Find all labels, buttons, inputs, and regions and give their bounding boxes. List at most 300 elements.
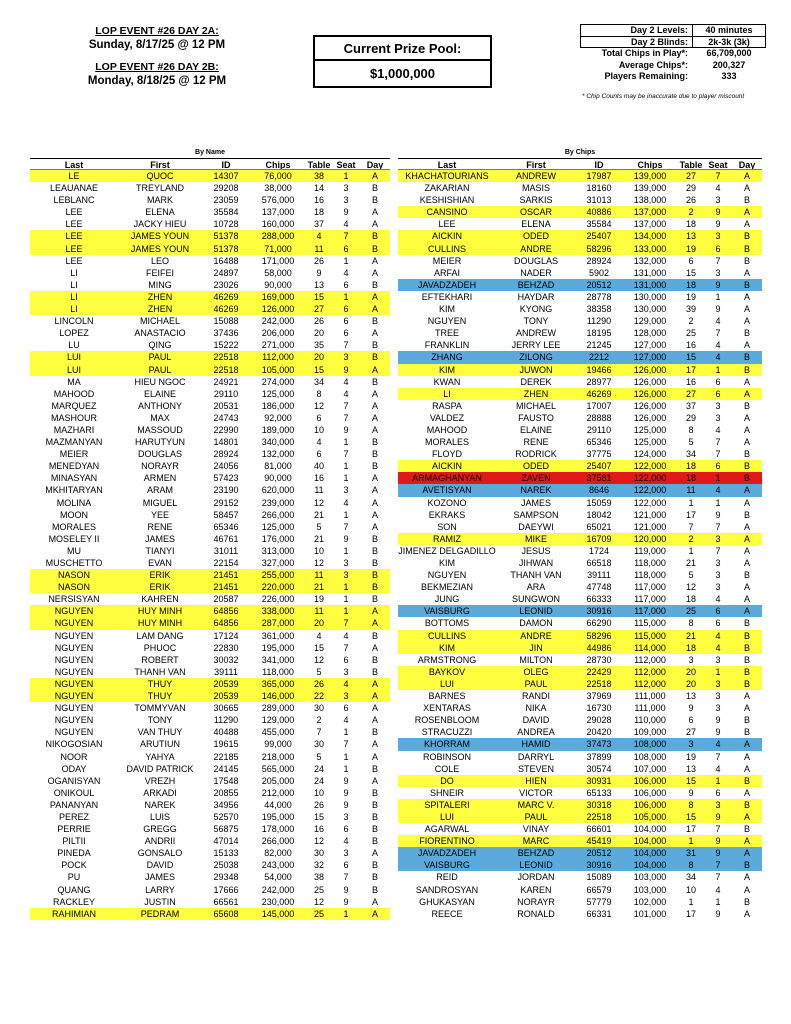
table-row (30, 823, 390, 835)
last-name-cell: FIORENTINO (419, 836, 475, 847)
chip-count-cell: 361,000 (261, 630, 295, 641)
day-cell: A (371, 219, 378, 230)
last-name-cell: BEKMEZIAN (420, 582, 473, 593)
chip-count-cell: 118,000 (262, 666, 294, 677)
player-id-cell: 29110 (586, 424, 612, 435)
first-name-cell: JUSTIN (144, 896, 176, 907)
last-name-cell: CULLINS (427, 630, 466, 641)
table-number-cell: 14 (313, 183, 324, 194)
table-row (398, 630, 762, 642)
last-name-cell: VALDEZ (429, 412, 465, 423)
first-name-cell: ANDREW (516, 328, 556, 339)
day-cell: A (743, 388, 750, 399)
first-name-cell: ZHEN (147, 291, 173, 302)
seat-number-cell: 7 (715, 545, 721, 556)
table-number-cell: 25 (685, 328, 696, 339)
chip-count-cell: 117,000 (634, 582, 666, 593)
day-cell: A (743, 267, 750, 278)
table-number-cell: 11 (314, 243, 324, 254)
player-id-cell: 44986 (586, 642, 612, 653)
player-id-cell: 8646 (588, 485, 610, 496)
day-cell: A (743, 412, 750, 423)
player-id-cell: 37436 (213, 328, 239, 339)
day-cell: B (743, 570, 750, 581)
player-id-cell: 39111 (214, 666, 238, 677)
player-id-cell: 65346 (213, 521, 239, 532)
seat-number-cell: 9 (343, 533, 349, 544)
player-id-cell: 25407 (586, 231, 612, 242)
player-id-cell: 65346 (586, 437, 612, 448)
seat-number-cell: 7 (343, 739, 349, 750)
last-name-cell: KHACHATOURIANS (405, 171, 489, 181)
table-row (30, 617, 390, 629)
seat-number-cell: 6 (715, 606, 721, 617)
event-day-2a (52, 25, 262, 52)
chip-count-cell: 109,000 (633, 727, 667, 738)
player-id-cell: 38358 (586, 304, 612, 315)
chip-count-cell: 255,000 (261, 570, 295, 581)
table-number-cell: 24 (313, 763, 324, 774)
table-number-cell: 37 (685, 400, 696, 411)
table-number-cell: 10 (313, 545, 324, 556)
player-id-cell: 24145 (213, 763, 239, 774)
table-number-cell: 18 (685, 594, 696, 605)
chip-count-cell: 103,000 (633, 872, 667, 883)
player-id-cell: 11290 (213, 715, 239, 726)
first-name-cell: DOUGLAS (513, 255, 558, 266)
first-name-cell: MASSOUD (137, 424, 183, 435)
day-cell: B (371, 594, 378, 605)
table-row (30, 267, 390, 279)
day-cell: A (743, 291, 750, 302)
player-id-cell: 58296 (586, 243, 612, 254)
day-cell: A (371, 751, 378, 762)
table-row (30, 569, 390, 581)
last-name-cell: PEREZ (58, 811, 89, 822)
first-name-cell: MIKE (524, 533, 547, 544)
player-id-cell: 45419 (586, 836, 612, 847)
last-name-cell: LUI (439, 678, 454, 689)
player-id-cell: 52570 (213, 811, 239, 822)
first-name-cell: HIEN (525, 775, 547, 786)
player-id-cell: 28924 (213, 449, 239, 460)
first-name-cell: HAYDAR (517, 291, 555, 302)
chip-count-cell: 108,000 (633, 751, 667, 762)
chip-count-cell: 54,000 (264, 872, 292, 883)
by-name-header (30, 158, 390, 170)
table-row (398, 206, 762, 218)
day-cell: A (743, 340, 750, 351)
table-row (398, 593, 762, 605)
seat-number-cell: 4 (343, 678, 349, 689)
day-cell: A (743, 316, 750, 327)
day-cell: A (743, 424, 750, 435)
last-name-cell: RACKLEY (52, 896, 96, 907)
player-id-cell: 34956 (213, 799, 239, 810)
seat-number-cell: 7 (343, 521, 349, 532)
seat-number-cell: 7 (343, 618, 349, 629)
chip-count-cell: 110,000 (634, 715, 666, 726)
first-name-cell: MING (148, 279, 172, 290)
column-header-seat-number: Seat (708, 160, 728, 169)
last-name-cell: ZHANG (431, 352, 463, 363)
last-name-cell: MA (67, 376, 81, 387)
day-cell: A (743, 606, 750, 617)
first-name-cell: ZAVEN (521, 473, 551, 484)
player-id-cell: 28977 (586, 376, 612, 387)
player-id-cell: 21245 (586, 340, 612, 351)
table-number-cell: 20 (313, 618, 324, 629)
table-number-cell: 13 (685, 691, 696, 702)
seat-number-cell: 4 (715, 424, 721, 435)
day-cell: B (371, 763, 378, 774)
table-row (398, 509, 762, 521)
table-number-cell: 7 (688, 521, 694, 532)
seat-number-cell: 1 (343, 437, 349, 448)
last-name-cell: MAZMANYAN (45, 437, 103, 448)
player-id-cell: 57779 (586, 896, 612, 907)
seat-number-cell: 9 (715, 304, 721, 315)
table-row (398, 170, 762, 182)
last-name-cell: LUI (439, 811, 454, 822)
last-name-cell: NGUYEN (54, 630, 94, 641)
first-name-cell: MIGUEL (142, 497, 178, 508)
first-name-cell: LEONID (519, 606, 553, 617)
table-row (30, 871, 390, 883)
seat-number-cell: 1 (715, 896, 721, 907)
day-cell: B (371, 352, 378, 363)
table-number-cell: 39 (685, 304, 696, 315)
table-number-cell: 34 (313, 376, 324, 387)
table-row (30, 847, 390, 859)
table-number-cell: 9 (688, 787, 694, 798)
seat-number-cell: 6 (343, 304, 349, 315)
stat-value: 66,709,000 (706, 48, 752, 58)
table-number-cell: 11 (686, 485, 696, 496)
player-id-cell: 51378 (213, 243, 239, 254)
chip-count-cell: 125,000 (633, 424, 667, 435)
chip-count-cell: 121,000 (633, 521, 667, 532)
stat-row (580, 48, 766, 60)
day-cell: B (371, 654, 378, 665)
table-row (398, 642, 762, 654)
table-row (398, 460, 762, 472)
table-number-cell: 15 (313, 291, 324, 302)
last-name-cell: REID (436, 872, 458, 883)
last-name-cell: TREE (434, 328, 459, 339)
first-name-cell: OLEG (523, 666, 549, 677)
first-name-cell: ZHEN (523, 388, 549, 399)
table-row (30, 605, 390, 617)
player-id-cell: 22518 (586, 678, 612, 689)
player-id-cell: 21451 (213, 570, 239, 581)
player-id-cell: 20420 (586, 727, 612, 738)
seat-number-cell: 4 (715, 594, 721, 605)
day-cell: A (743, 521, 750, 532)
last-name-cell: RAMIZ (433, 533, 461, 544)
column-header-table-number: Table (679, 160, 703, 169)
first-name-cell: PHUOC (143, 642, 177, 653)
chip-count-cell: 205,000 (261, 775, 295, 786)
table-number-cell: 8 (688, 424, 694, 435)
seat-number-cell: 9 (343, 896, 349, 907)
last-name-cell: NGUYEN (54, 715, 94, 726)
player-id-cell: 1724 (588, 545, 610, 556)
table-number-cell: 24 (313, 775, 324, 786)
last-name-cell: SANDROSYAN (415, 884, 479, 895)
last-name-cell: PILTII (62, 836, 86, 847)
table-row (398, 859, 762, 871)
last-name-cell: NGUYEN (54, 642, 94, 653)
first-name-cell: ANTHONY (137, 400, 182, 411)
seat-number-cell: 7 (715, 824, 721, 835)
first-name-cell: VINAY (522, 824, 550, 835)
table-number-cell: 12 (685, 582, 696, 593)
chip-count-cell: 126,000 (633, 364, 667, 375)
last-name-cell: KHORRAM (423, 739, 470, 750)
first-name-cell: ARUTIUN (140, 739, 180, 750)
day-cell: A (743, 703, 750, 714)
player-id-cell: 65133 (586, 787, 612, 798)
chip-count-cell: 101,000 (633, 908, 667, 919)
table-number-cell: 5 (688, 437, 694, 448)
player-id-cell: 66333 (586, 594, 612, 605)
chip-count-cell: 108,000 (633, 739, 667, 750)
table-row (30, 279, 390, 291)
seat-number-cell: 3 (715, 654, 721, 665)
chip-count-cell: 313,000 (261, 545, 295, 556)
seat-number-cell: 9 (343, 364, 349, 375)
last-name-cell: LI (70, 304, 78, 315)
chip-count-cell: 118,000 (634, 558, 666, 568)
table-row (30, 859, 390, 871)
first-name-cell: JIN (529, 642, 543, 653)
player-id-cell: 14307 (213, 171, 239, 181)
player-id-cell: 17124 (213, 630, 239, 641)
table-row (398, 896, 762, 908)
table-number-cell: 20 (685, 666, 696, 677)
chip-count-cell: 139,000 (633, 171, 667, 181)
table-number-cell: 19 (685, 291, 696, 302)
last-name-cell: KIM (438, 364, 455, 375)
day-cell: A (371, 678, 378, 689)
table-row (30, 218, 390, 230)
chip-count-cell: 130,000 (633, 304, 667, 315)
player-id-cell: 10728 (213, 219, 239, 230)
day-cell: B (743, 896, 750, 907)
seat-number-cell: 1 (343, 171, 349, 181)
table-row (398, 497, 762, 509)
last-name-cell: JAVADZADEH (417, 848, 477, 859)
first-name-cell: DOUGLAS (137, 449, 182, 460)
day-cell: A (371, 521, 378, 532)
table-row (30, 388, 390, 400)
day-cell: B (371, 195, 378, 206)
player-id-cell: 37775 (586, 449, 612, 460)
table-number-cell: 21 (685, 630, 696, 641)
table-number-cell: 27 (685, 171, 696, 181)
seat-number-cell: 4 (715, 352, 721, 363)
last-name-cell: STRACUZZI (421, 727, 473, 738)
first-name-cell: TREYLAND (135, 183, 184, 194)
seat-number-cell: 4 (715, 763, 721, 774)
seat-number-cell: 1 (343, 751, 349, 762)
seat-number-cell: 7 (715, 437, 721, 448)
day-cell: B (743, 195, 750, 206)
player-id-cell: 22518 (213, 352, 239, 363)
event-a-date: Sunday, 8/17/25 @ 12 PM (88, 39, 226, 51)
chip-count-cell: 132,000 (261, 449, 295, 460)
seat-number-cell: 1 (343, 606, 349, 617)
player-id-cell: 64856 (213, 606, 239, 617)
player-id-cell: 65021 (586, 521, 612, 532)
seat-number-cell: 6 (343, 824, 349, 835)
day-cell: A (743, 485, 750, 496)
chip-count-cell: 178,000 (261, 824, 295, 835)
chip-count-cell: 220,000 (261, 582, 295, 593)
first-name-cell: THANH VAN (134, 666, 186, 677)
last-name-cell: MKHITARYAN (45, 485, 103, 496)
player-id-cell: 29110 (213, 388, 239, 399)
last-name-cell: KIM (438, 304, 455, 315)
last-name-cell: JIMENEZ DELGADILLO (398, 545, 496, 556)
table-row (398, 351, 762, 363)
table-row (30, 194, 390, 206)
table-row (30, 497, 390, 509)
chip-count-cell: 186,000 (261, 400, 295, 411)
table-number-cell: 7 (316, 727, 322, 738)
first-name-cell: KAHREN (141, 594, 179, 605)
day-cell: B (371, 376, 378, 387)
last-name-cell: NGUYEN (427, 570, 467, 581)
chip-count-cell: 126,000 (633, 412, 667, 423)
first-name-cell: JAMES (144, 872, 175, 883)
day-cell: B (371, 279, 378, 290)
seat-number-cell: 9 (715, 509, 721, 520)
day-cell: B (743, 715, 750, 726)
seat-number-cell: 1 (715, 364, 721, 375)
table-number-cell: 11 (314, 606, 324, 617)
chip-count-cell: 242,000 (261, 316, 295, 327)
table-number-cell: 35 (313, 340, 324, 351)
first-name-cell: RENE (523, 437, 549, 448)
first-name-cell: MARC (522, 836, 550, 847)
seat-number-cell: 3 (343, 848, 349, 859)
table-row (30, 666, 390, 678)
table-row (30, 170, 390, 182)
seat-number-cell: 3 (343, 352, 349, 363)
table-number-cell: 27 (313, 304, 324, 315)
day-cell: A (371, 618, 378, 629)
column-header-player-id: ID (221, 160, 231, 169)
first-name-cell: SARKIS (519, 195, 553, 206)
day-cell: B (371, 570, 378, 581)
by-name-body (30, 170, 390, 920)
player-id-cell: 30318 (586, 799, 612, 810)
chip-count-cell: 266,000 (261, 836, 295, 847)
table-number-cell: 3 (688, 739, 694, 750)
table-number-cell: 6 (316, 449, 322, 460)
day-cell: A (371, 896, 378, 907)
last-name-cell: PINEDA (57, 848, 91, 859)
day-cell: B (743, 231, 750, 242)
last-name-cell: LEE (65, 231, 83, 242)
table-row (30, 642, 390, 654)
table-row (398, 279, 762, 291)
last-name-cell: NASON (57, 582, 90, 593)
first-name-cell: MILTON (519, 654, 553, 665)
seat-number-cell: 4 (343, 836, 349, 847)
last-name-cell: MAHOOD (426, 424, 468, 435)
first-name-cell: HIEU NGOC (134, 376, 186, 387)
chip-count-cell: 242,000 (261, 884, 295, 895)
first-name-cell: KAREN (520, 884, 552, 895)
chip-count-cell: 92,000 (264, 412, 292, 423)
seat-number-cell: 3 (715, 691, 721, 702)
seat-number-cell: 1 (343, 461, 349, 472)
last-name-cell: NOOR (60, 751, 88, 762)
player-id-cell: 17987 (586, 171, 612, 181)
table-row (30, 351, 390, 363)
player-id-cell: 66601 (586, 824, 612, 835)
chip-count-cell: 266,000 (261, 509, 295, 520)
last-name-cell: FRANKLIN (424, 340, 470, 351)
player-id-cell: 29208 (213, 183, 239, 194)
last-name-cell: LUI (66, 364, 81, 375)
table-number-cell: 32 (313, 860, 324, 871)
player-id-cell: 2212 (588, 352, 610, 363)
day-cell: A (371, 715, 378, 726)
table-number-cell: 29 (685, 412, 696, 423)
table-number-cell: 18 (685, 461, 696, 472)
day-cell: B (371, 860, 378, 871)
seat-number-cell: 9 (715, 207, 721, 218)
seat-number-cell: 3 (343, 195, 349, 206)
by-chips-header (398, 158, 762, 170)
table-number-cell: 17 (685, 364, 696, 375)
table-row (398, 182, 762, 194)
seat-number-cell: 1 (343, 908, 349, 919)
seat-number-cell: 7 (715, 255, 721, 266)
table-row (398, 702, 762, 714)
player-id-cell: 47014 (213, 836, 239, 847)
seat-number-cell: 4 (715, 642, 721, 653)
last-name-cell: NGUYEN (54, 727, 94, 738)
first-name-cell: HARUTYUN (134, 437, 185, 448)
seat-number-cell: 3 (715, 570, 721, 581)
chip-count-cell: 131,000 (633, 279, 667, 290)
seat-number-cell: 9 (715, 836, 721, 847)
seat-number-cell: 7 (715, 171, 721, 181)
table-row (30, 787, 390, 799)
last-name-cell: AGARWAL (424, 824, 470, 835)
table-row (398, 617, 762, 629)
table-number-cell: 5 (316, 666, 322, 677)
last-name-cell: MARQUEZ (51, 400, 97, 411)
chip-count-cell: 274,000 (261, 376, 295, 387)
stat-row (580, 37, 766, 49)
table-row (30, 654, 390, 666)
seat-number-cell: 7 (715, 872, 721, 883)
seat-number-cell: 7 (343, 642, 349, 653)
table-row (30, 376, 390, 388)
player-id-cell: 30032 (213, 654, 239, 665)
table-row (398, 484, 762, 496)
day-cell: B (371, 666, 378, 677)
seat-number-cell: 4 (343, 497, 349, 508)
seat-number-cell: 3 (343, 691, 349, 702)
last-name-cell: NIKOGOSIAN (45, 739, 103, 750)
